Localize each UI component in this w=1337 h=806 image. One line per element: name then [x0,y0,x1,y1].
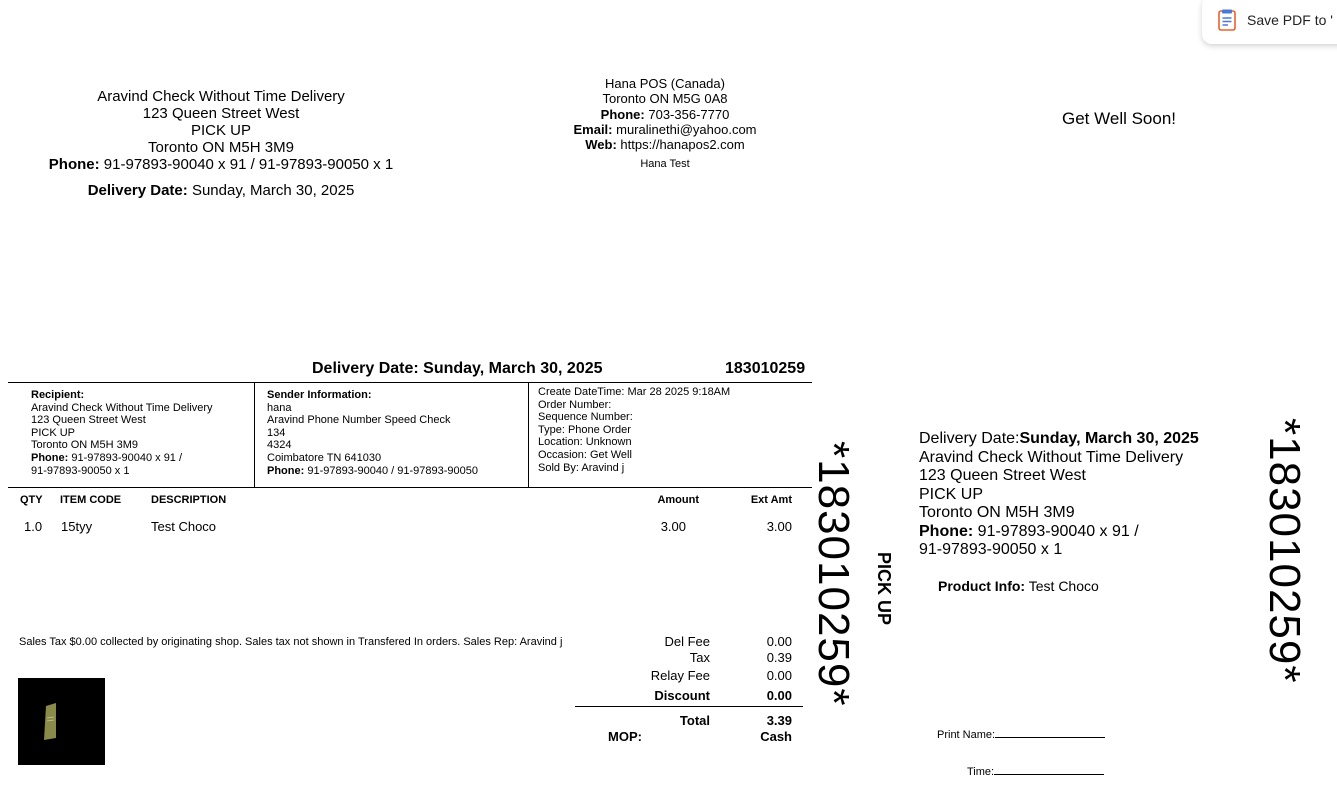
shop-name: Hana POS (Canada) [605,76,725,91]
stub-pickup: PICK UP [919,485,984,503]
recipient-box-title: Recipient: [31,389,85,401]
phone-label: Phone: [31,451,69,464]
del-fee-value: 0.00 [766,634,792,649]
mop-label: MOP: [608,729,642,744]
sender-phone: 91-97893-90040 / 91-97893-90050 [307,464,478,477]
stub-phone-line [919,523,1239,542]
sender-box-line: 4324 [267,439,292,452]
row-item-code: 15tyy [61,519,93,534]
header-description: DESCRIPTION [151,494,227,506]
order-info-line: Sequence Number: [538,411,633,424]
shop-email-label: Email: [573,121,613,137]
discount-label: Discount [654,688,710,703]
recipient-phone-2: 91-97893-90050 x 1 [31,464,130,477]
shop-logo [18,678,105,765]
recipient-box-phone [31,452,251,465]
print-name-line [995,737,1105,738]
time-field [967,766,1104,778]
tax-note: Sales Tax $0.00 collected by originating shop. Sales tax not shown in Transfered In orders. Sales Rep: Aravind j [19,636,563,648]
shop-email-line [535,122,795,137]
shop-phone-line [535,107,795,122]
mop-value: Cash [760,729,792,744]
logo-mark-icon [18,678,105,765]
column-divider-1 [254,382,255,487]
sender-box-line: Coimbatore TN 641030 [267,451,382,464]
recipient-card [40,88,402,199]
del-fee-label: Del Fee [664,634,710,649]
stub-delivery-line [919,430,1239,449]
sender-box-title: Sender Information: [267,389,372,401]
shop-web-label: Web: [585,137,617,153]
order-number: 183010259 [725,360,806,377]
sender-box-line: Aravind Phone Number Speed Check [267,414,451,427]
stub-city: Toronto ON M5H 3M9 [919,504,1075,521]
recipient-name: Aravind Check Without Time Delivery [97,88,345,105]
order-delivery-date: Delivery Date: Sunday, March 30, 2025 [312,360,603,377]
recipient-phone-1: 91-97893-90040 x 91 / [71,451,183,464]
recipient-box-line: 123 Queen Street West [31,414,146,427]
print-name-label: Print Name: [937,729,996,741]
tax-value: 0.39 [766,650,792,665]
shop-phone: 703-356-7770 [648,106,730,122]
shop-web-line [535,137,795,152]
phone-label: Phone: [48,156,100,173]
sender-box-line: hana [267,401,292,414]
stub-phone-2: 91-97893-90050 x 1 [919,541,1063,558]
card-message: Get Well Soon! [1062,109,1177,128]
stub-name: Aravind Check Without Time Delivery [919,448,1184,466]
column-divider-2 [528,382,529,487]
product-info-label: Product Info: [938,578,1026,594]
save-pdf-button[interactable] [1202,0,1337,44]
order-info-line: Sold By: Aravind j [538,461,625,474]
stub-phone-1: 91-97893-90040 x 91 / [977,522,1139,540]
shop-city: Toronto ON M5G 0A8 [602,91,728,107]
save-pdf-label: Save PDF to ' [1247,12,1333,28]
total-label: Total [679,713,710,728]
delivery-date-label: Delivery Date: [87,182,188,199]
shop-web: https://hanapos2.com [620,137,745,153]
row-qty: 1.0 [24,519,43,534]
total-value: 3.39 [766,713,792,728]
order-info-line: Location: Unknown [538,436,632,449]
shop-test-label: Hana Test [640,158,690,171]
discount-value: 0.00 [766,688,792,703]
recipient-phone-line [40,156,402,173]
product-info-value: Test Choco [1028,578,1099,594]
sender-box-phone [267,465,525,478]
recipient-box-line: Aravind Check Without Time Delivery [31,401,213,414]
recipient-city: Toronto ON M5H 3M9 [148,139,294,156]
sender-box-line: 134 [267,426,286,439]
relay-fee-value: 0.00 [766,668,792,683]
recipient-street: 123 Queen Street West [142,105,300,122]
order-info-box [538,386,808,474]
recipient-box-line: PICK UP [31,426,76,439]
recipient-delivery-line [40,182,402,199]
delivery-stub [919,430,1239,560]
table-top-rule [8,382,812,383]
shop-header [535,76,795,173]
totals-rule [575,706,803,707]
barcode-vertical-right: *183010259* [1260,418,1309,684]
row-amount: 3.00 [660,519,686,534]
order-info-line: Type: Phone Order [538,423,631,436]
recipient-box [31,389,251,477]
document-icon [1215,8,1239,32]
table-mid-rule [8,487,812,488]
recipient-box-line: Toronto ON M5H 3M9 [31,439,138,452]
time-label: Time: [967,766,995,778]
pickup-vertical: PICK UP [874,552,894,626]
relay-fee-label: Relay Fee [650,668,710,683]
barcode-vertical: *183010259* [809,441,858,707]
shop-phone-label: Phone: [600,106,645,122]
phone-label: Phone: [919,522,974,540]
header-amount: Amount [657,494,699,506]
recipient-pickup: PICK UP [190,122,251,139]
shop-email: muralinethi@yahoo.com [616,121,757,137]
phone-label: Phone: [267,464,305,477]
recipient-phone: 91-97893-90040 x 91 / 91-97893-90050 x 1 [103,156,394,173]
delivery-date: Sunday, March 30, 2025 [191,182,355,199]
order-info-line: Occasion: Get Well [538,448,632,461]
row-description: Test Choco [151,519,217,534]
order-info-line: Create DateTime: Mar 28 2025 9:18AM [538,386,731,398]
header-item-code: ITEM CODE [60,494,122,506]
time-line [994,774,1104,775]
product-info [938,578,1099,594]
stub-delivery-label: Delivery Date: [919,430,1020,447]
header-qty: QTY [20,494,43,506]
sender-box [267,389,525,477]
header-ext-amt: Ext Amt [750,494,792,506]
stub-street: 123 Queen Street West [919,467,1086,484]
row-ext-amt: 3.00 [766,519,792,534]
print-name-field [937,729,1105,741]
order-info-line: Order Number: [538,398,612,411]
stub-delivery-date: Sunday, March 30, 2025 [1019,430,1199,447]
tax-label: Tax [689,650,710,665]
